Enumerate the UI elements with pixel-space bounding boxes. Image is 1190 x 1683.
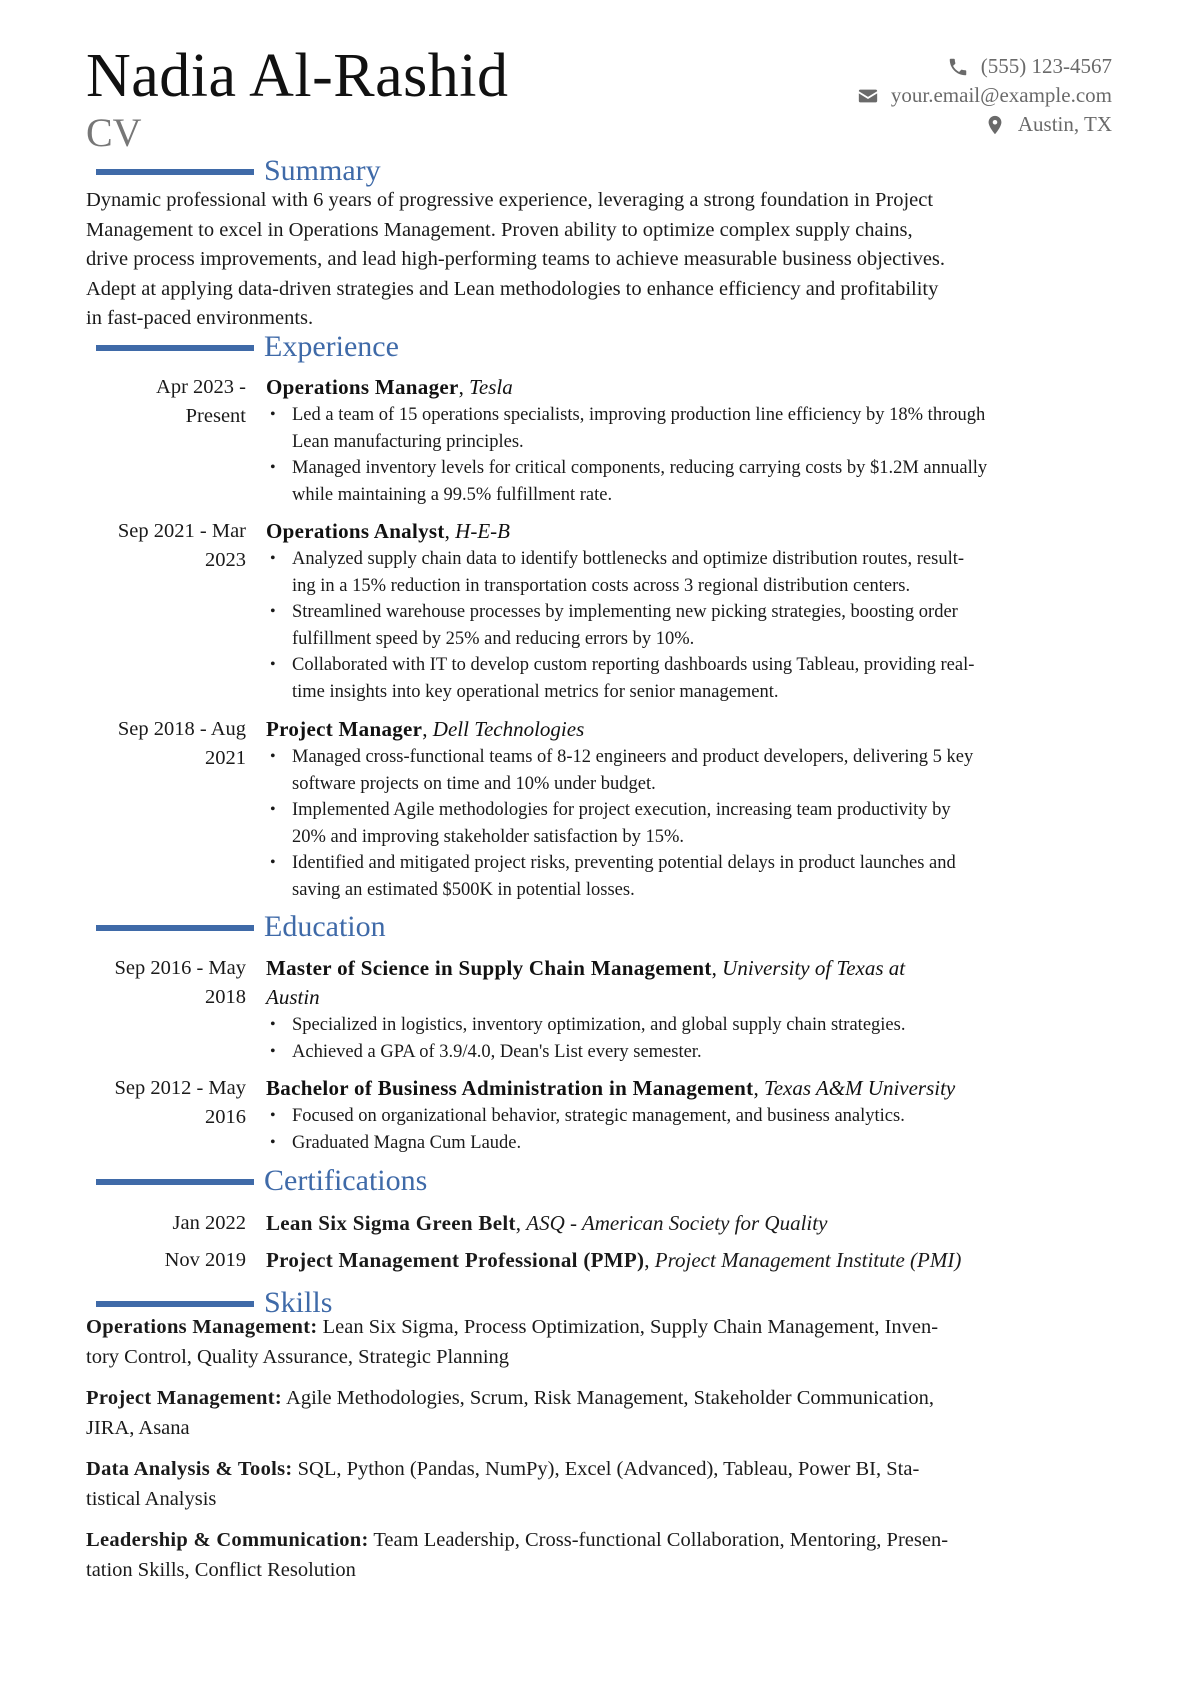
bullet-list: [266, 744, 1116, 903]
summary-text: [86, 186, 1116, 334]
entry-body: [266, 517, 1116, 705]
entry-body: [266, 373, 1116, 508]
certification-entry: [86, 1208, 1116, 1238]
entry-body: [266, 1074, 1116, 1156]
entry-heading: Operations Manager, Tesla: [266, 375, 513, 399]
bullet-item: • Graduated Magna Cum Laude.: [266, 1130, 1116, 1157]
bullet-list: [266, 546, 1116, 705]
section-title: Experience: [264, 330, 399, 363]
job-title: Operations Manager: [266, 375, 459, 399]
job-title: Project Manager: [266, 717, 423, 741]
entry-heading: Master of Science in Supply Chain Management, University of Texas at Austin: [266, 956, 906, 1009]
entry-body: [266, 715, 1116, 903]
summary-line: Dynamic professional with 6 years of progressive experience, leveraging a strong foundation in Project: [86, 189, 934, 211]
phone-text: (555) 123-4567: [980, 54, 1112, 78]
cert-body: Project Management Professional (PMP), Project Management Institute (PMI): [266, 1248, 962, 1272]
contact-block: [692, 52, 1112, 139]
bullet-item: • Specialized in logistics, inventory optimization, and global supply chain strategies.: [266, 1012, 1116, 1039]
cert-date: Jan 2022: [172, 1212, 246, 1234]
skill-group: Operations Management: Lean Six Sigma, Process Optimization, Supply Chain Management, Inven- tory Control, Quality Assurance, Strategic Planning: [86, 1316, 939, 1368]
section-title: Summary: [264, 154, 381, 187]
skill-group: Data Analysis & Tools: SQL, Python (Pandas, NumPy), Excel (Advanced), Tableau, Power BI, Sta- tistical Analysis: [86, 1458, 920, 1510]
contact-location: [692, 110, 1112, 139]
cert-name: Lean Six Sigma Green Belt: [266, 1211, 516, 1235]
summary-line: in fast-paced environments.: [86, 307, 314, 329]
entry-heading: Project Manager, Dell Technologies: [266, 717, 585, 741]
section-rule: [96, 169, 254, 175]
bullet-item: • Analyzed supply chain data to identify bottlenecks and optimize distribution routes, result- ing in a 15% reduction in transportation costs across 3 regional distribution centers.: [266, 546, 1116, 599]
map-pin-icon: [984, 114, 1006, 136]
location-text: Austin, TX: [1017, 112, 1112, 136]
degree-title: Bachelor of Business Administration in Management: [266, 1076, 754, 1100]
cert-issuer: Project Management Institute (PMI): [654, 1248, 962, 1272]
bullet-item: • Collaborated with IT to develop custom reporting dashboards using Tableau, providing real- time insights into key operational metrics for senior management.: [266, 652, 1116, 705]
entry-heading: Operations Analyst, H-E-B: [266, 519, 510, 543]
bullet-item: • Implemented Agile methodologies for project execution, increasing team productivity by 20% and improving stakeholder satisfaction by 15%.: [266, 797, 1116, 850]
cert-body: Lean Six Sigma Green Belt, ASQ - American Society for Quality: [266, 1211, 828, 1235]
entry-date: Sep 2021 - Mar 2023: [117, 520, 246, 571]
section-title: Certifications: [264, 1164, 428, 1197]
summary-line: drive process improvements, and lead high-performing teams to achieve measurable business objectives.: [86, 248, 946, 270]
skill-category: Operations Management:: [86, 1316, 318, 1338]
section-heading-summary: [96, 153, 381, 189]
bullet-item: • Achieved a GPA of 3.9/4.0, Dean's List every semester.: [266, 1039, 1116, 1066]
bullet-item: • Managed cross-functional teams of 8-12 engineers and product developers, delivering 5 key software projects on time and 10% under budget.: [266, 744, 1116, 797]
institution: Austin: [266, 985, 320, 1009]
institution: Texas A&M University: [763, 1076, 956, 1100]
cert-name: Project Management Professional (PMP): [266, 1248, 645, 1272]
employer: Dell Technologies: [432, 717, 585, 741]
bullet-list: [266, 1012, 1116, 1065]
skill-category: Leadership & Communication:: [86, 1529, 369, 1551]
section-heading-experience: [96, 329, 399, 365]
document-type: CV: [86, 110, 142, 155]
skill-category: Project Management:: [86, 1387, 283, 1409]
entry-date: Sep 2016 - May 2018: [114, 957, 246, 1008]
employer: Tesla: [469, 375, 513, 399]
certification-entry: [86, 1245, 1116, 1275]
contact-email: [692, 81, 1112, 110]
cert-date: Nov 2019: [164, 1249, 246, 1271]
section-heading-education: [96, 909, 386, 945]
summary-line: Adept at applying data-driven strategies and Lean methodologies to enhance efficiency and profitability: [86, 277, 939, 300]
candidate-name: Nadia Al-Rashid: [86, 42, 509, 110]
section-rule: [96, 345, 254, 351]
entry-date: Sep 2012 - May 2016: [114, 1077, 246, 1128]
skill-category: Data Analysis & Tools:: [86, 1458, 293, 1480]
envelope-icon: [857, 85, 879, 107]
bullet-item: • Identified and mitigated project risks, preventing potential delays in product launches and saving an estimated $500K in potential losses.: [266, 850, 1116, 903]
bullet-item: • Managed inventory levels for critical components, reducing carrying costs by $1.2M annually while maintaining a 99.5% fulfillment rate.: [266, 455, 1116, 508]
bullet-item: • Focused on organizational behavior, strategic management, and business analytics.: [266, 1103, 1116, 1130]
section-rule: [96, 925, 254, 931]
employer: H-E-B: [455, 519, 510, 543]
bullet-item: • Led a team of 15 operations specialists, improving production line efficiency by 18% through Lean manufacturing principles.: [266, 402, 1116, 455]
degree-title: Master of Science in Supply Chain Management: [266, 956, 712, 980]
cert-issuer: ASQ - American Society for Quality: [526, 1211, 828, 1235]
bullet-list: [266, 1103, 1116, 1156]
section-rule: [96, 1179, 254, 1185]
section-heading-certifications: [96, 1163, 427, 1199]
section-rule: [96, 1301, 254, 1307]
bullet-item: • Streamlined warehouse processes by implementing new picking strategies, boosting order fulfillment speed by 25% and reducing errors by 10%.: [266, 599, 1116, 652]
skill-group: Project Management: Agile Methodologies, Scrum, Risk Management, Stakeholder Communication, JIRA, Asana: [86, 1387, 934, 1439]
email-text: your.email@example.com: [890, 83, 1112, 107]
job-title: Operations Analyst: [266, 519, 445, 543]
entry-date: Sep 2018 - Aug 2021: [117, 718, 246, 769]
phone-icon: [947, 56, 969, 78]
entry-heading: Bachelor of Business Administration in Management, Texas A&M University: [266, 1076, 956, 1100]
contact-phone: [692, 52, 1112, 81]
institution: University of Texas at: [722, 956, 906, 980]
bullet-list: [266, 402, 1116, 508]
section-title: Skills: [264, 1286, 333, 1319]
skill-group: Leadership & Communication: Team Leadership, Cross-functional Collaboration, Mentoring, Presen- tation Skills, Conflict Resolution: [86, 1529, 949, 1581]
summary-line: Management to excel in Operations Management. Proven ability to optimize complex supply chains,: [86, 218, 913, 241]
entry-body: [266, 954, 1116, 1065]
section-title: Education: [264, 910, 386, 943]
entry-date: Apr 2023 - Present: [156, 376, 246, 427]
